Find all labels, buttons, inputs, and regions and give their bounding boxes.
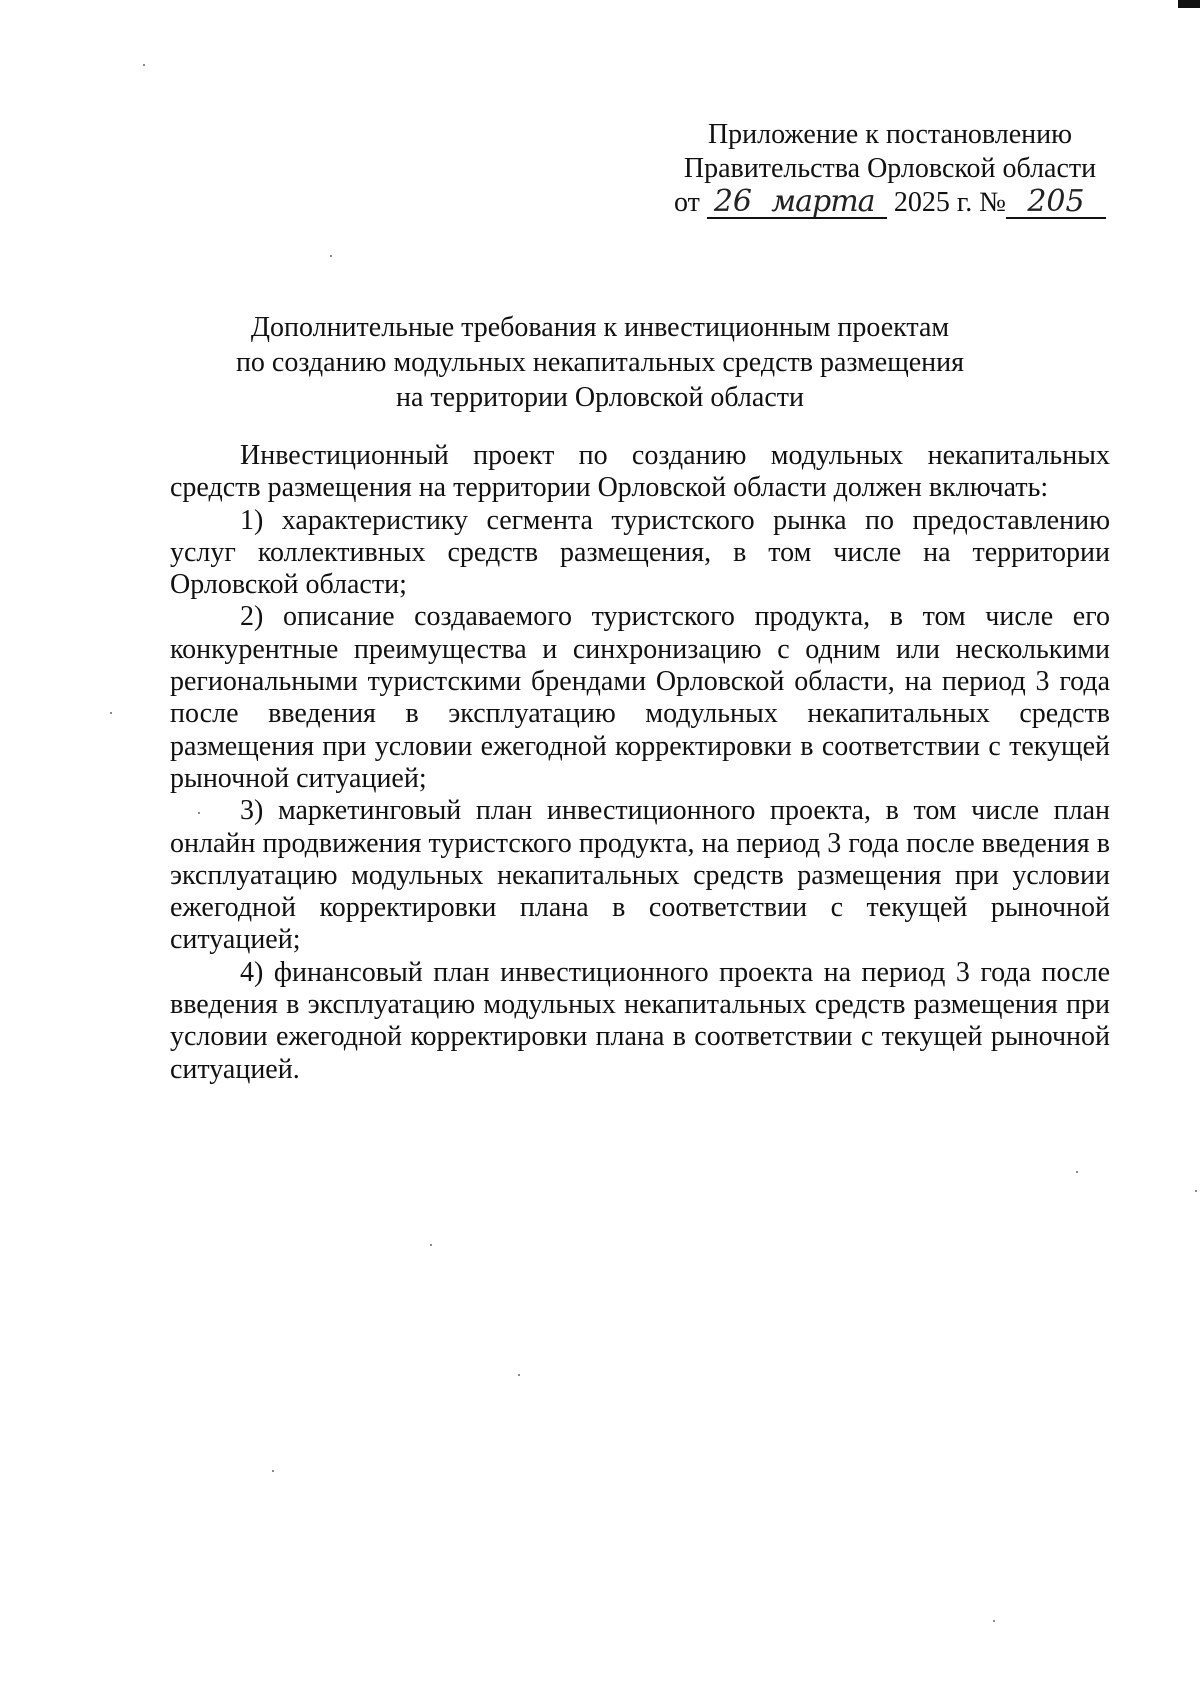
title-line-3: на территории Орловской области <box>396 382 804 413</box>
appendix-header <box>660 118 1120 220</box>
scan-speck <box>272 1470 274 1472</box>
list-item-4: 4) финансовый план инвестиционного проекта на период 3 года после введения в эксплуатацию модульных некапитальных средств размещения при условии ежегодной корректировки плана в соответствии с текущей рыночной ситуацией. <box>170 956 1110 1085</box>
list-item-2: 2) описание создаваемого туристского продукта, в том числе его конкурентные преимущества и синхронизацию с одним или несколькими региональными туристскими брендами Орловской области, на период 3 года после введения в эксплуатацию модульных некапитальных средств размещения при условии ежегодной корректировки в соответствии с текущей рыночной ситуацией; <box>170 601 1110 794</box>
appendix-date-line <box>660 186 1120 220</box>
list-item-1: 1) характеристику сегмента туристского рынка по предоставлению услуг коллективных средств размещения, в том числе на территории Орловской области; <box>170 504 1110 601</box>
handwritten-number: 205 <box>1006 187 1106 219</box>
scan-speck <box>1076 1171 1078 1173</box>
scan-speck <box>518 1374 520 1376</box>
document-title <box>150 310 1050 415</box>
title-line-2: по созданию модульных некапитальных средств размещения <box>235 347 965 378</box>
date-prefix: от <box>674 187 700 218</box>
scan-speck <box>1195 1190 1197 1192</box>
scan-corner-mark <box>1178 0 1200 8</box>
scan-speck <box>198 812 200 814</box>
scan-speck <box>110 712 112 714</box>
handwritten-day: 26 <box>707 187 759 219</box>
intro-paragraph: Инвестиционный проект по созданию модульных некапитальных средств размещения на территории Орловской области должен включать: <box>170 440 1110 504</box>
scan-speck <box>143 64 145 66</box>
date-year: 2025 г. № <box>893 187 1006 218</box>
handwritten-month: марта <box>759 187 887 219</box>
document-body <box>170 440 1110 1086</box>
scan-speck <box>430 1244 432 1246</box>
title-line-1: Дополнительные требования к инвестиционным проектам <box>250 312 950 343</box>
scan-speck <box>330 255 332 257</box>
scan-speck <box>993 1620 995 1622</box>
appendix-line-2: Правительства Орловской области <box>683 153 1097 184</box>
appendix-line-1: Приложение к постановлению <box>707 119 1073 150</box>
list-item-3: 3) маркетинговый план инвестиционного проекта, в том числе план онлайн продвижения туристского продукта, на период 3 года после введения в эксплуатацию модульных некапитальных средств размещения при условии ежегодной корректировки плана в соответствии с текущей рыночной ситуацией; <box>170 795 1110 956</box>
